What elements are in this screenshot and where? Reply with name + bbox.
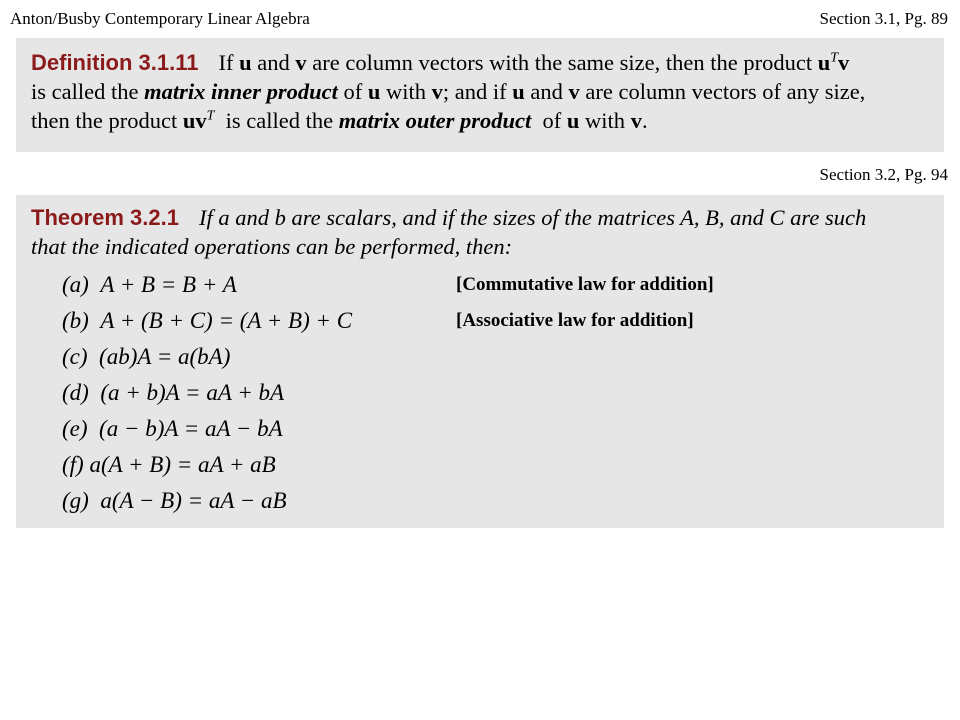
theorem-item-f [62,451,276,479]
vector-u: u [367,79,381,104]
def-text: . [641,108,648,133]
transpose-superscript: T [206,108,215,124]
def-text: are column vectors of any size, [579,79,866,104]
item-formula: (a − b)A = aA − bA [99,416,283,441]
vector-u: u [566,108,580,133]
item-formula: a(A + B) = aA + aB [89,452,276,477]
def-text: with [579,108,631,133]
item-label: (c) [62,344,88,369]
vector-v: v [568,79,580,104]
theorem-item-d [62,379,284,407]
theorem-box [16,195,944,528]
vector-v: v [431,79,443,104]
def-text: and [251,50,296,75]
item-formula: A + B = B + A [100,272,237,297]
def-text: ; and if [442,79,513,104]
term-matrix-inner-product: matrix inner product [144,79,338,104]
associative-law-note: [Associative law for addition] [456,310,694,331]
item-label: (b) [62,308,89,333]
book-title: Anton/Busby Contemporary Linear Algebra [10,9,310,28]
theorem-item-g [62,487,287,515]
item-label: (d) [62,380,89,405]
vector-u: u [512,79,525,104]
vector-v: v [295,50,307,75]
def-text: If [218,50,240,75]
def-text: and [524,79,569,104]
term-matrix-outer-product: matrix outer product [338,108,532,133]
theorem-intro-line2: that the indicated operations can be performed, then: [31,234,513,259]
definition-text [31,48,934,135]
definition-box [16,38,944,152]
theorem-item-c [62,343,230,371]
def-text: is called the [31,79,145,104]
vector-u: u [817,50,831,75]
theorem-intro [31,203,934,261]
def-text: are column vectors with the same size, then the product [306,50,818,75]
def-text: with [380,79,432,104]
def-text: then the product [31,108,183,133]
theorem-section-reference: Section 3.2, Pg. 94 [819,165,948,184]
item-formula: a(A − B) = aA − aB [100,488,287,513]
vector-v: v [630,108,642,133]
def-text: of [337,79,368,104]
item-formula: A + (B + C) = (A + B) + C [100,308,353,333]
theorem-intro-line1: If a and b are scalars, and if the sizes of the matrices A, B, and C are such [198,205,867,230]
item-label: (f) [62,452,84,477]
theorem-item-a [62,271,237,299]
item-label: (e) [62,416,88,441]
vector-u: u [239,50,252,75]
transpose-superscript: T [830,50,839,66]
item-label: (a) [62,272,89,297]
theorem-item-b [62,307,352,335]
theorem-item-e [62,415,283,443]
definition-label: Definition 3.1.11 [31,50,199,75]
vector-uv: uv [182,108,207,133]
vector-v: v [838,50,850,75]
theorem-label: Theorem 3.2.1 [31,205,179,230]
item-formula: (ab)A = a(bA) [99,344,231,369]
item-label: (g) [62,488,89,513]
definition-section-reference: Section 3.1, Pg. 89 [819,9,948,28]
def-text: of [531,108,567,133]
item-formula: (a + b)A = aA + bA [100,380,285,405]
def-text: is called the [214,108,339,133]
commutative-law-note: [Commutative law for addition] [456,274,714,295]
